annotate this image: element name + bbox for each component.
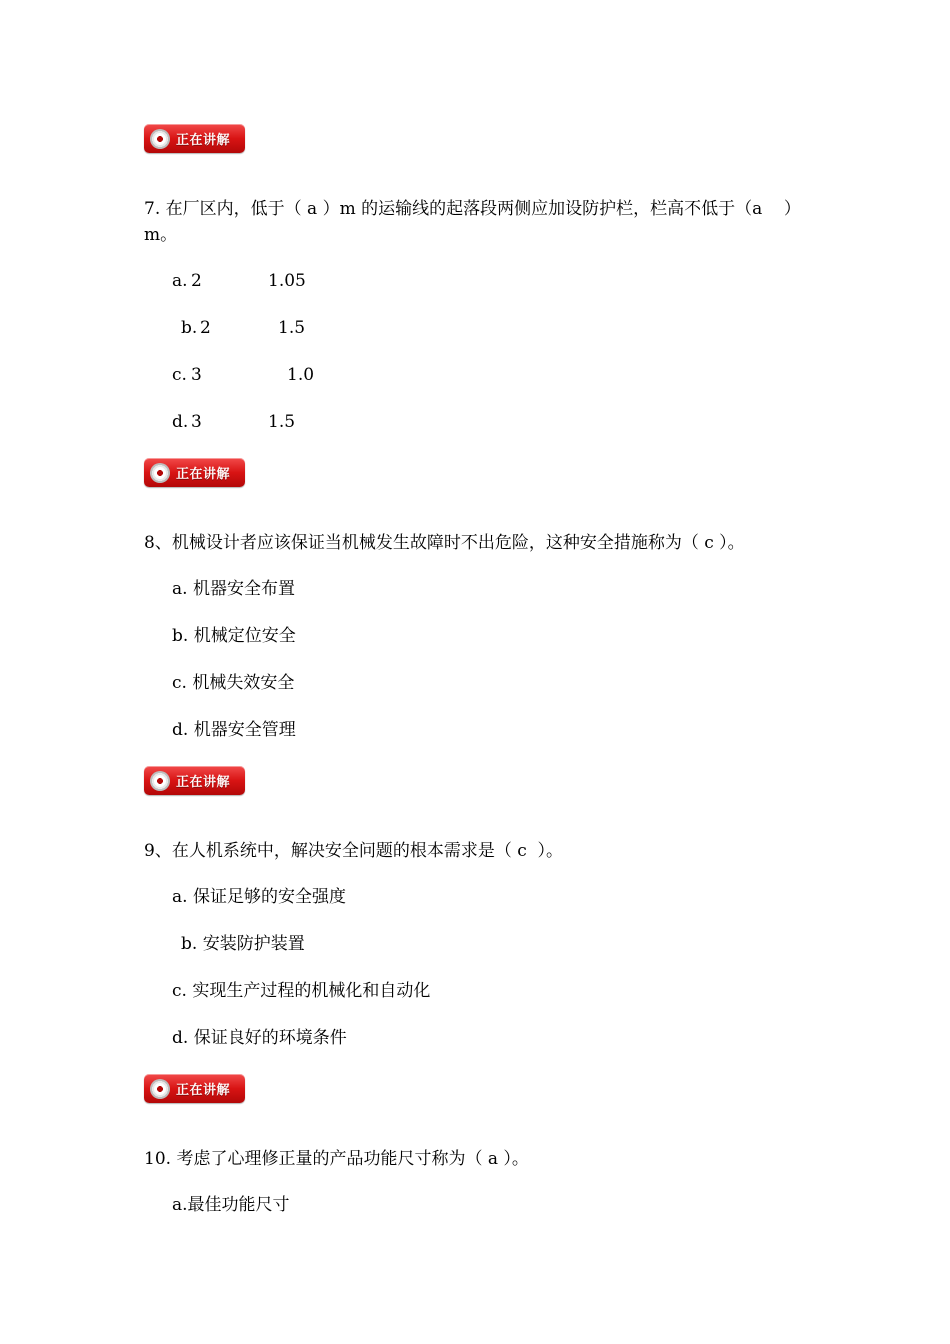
disc-icon (150, 129, 170, 149)
question-10: 10. 考虑了心理修正量的产品功能尺寸称为（ a ）。 (144, 1149, 529, 1169)
question-8-option-b: b. 机械定位安全 (172, 626, 296, 646)
now-explaining-button[interactable] (144, 458, 245, 487)
question-9: 9、在人机系统中，解决安全问题的根本需求是（ c ）。 (144, 841, 564, 861)
now-explaining-label: 正在讲解 (176, 467, 231, 482)
question-8-option-d: d. 机器安全管理 (172, 720, 296, 740)
question-7-option-a-value: 2 (191, 271, 202, 291)
question-7-option-a-second: 1.05 (268, 271, 306, 291)
now-explaining-label: 正在讲解 (176, 133, 231, 148)
now-explaining-button[interactable] (144, 1074, 245, 1103)
question-7: 7. 在厂区内，低于（ a ）m 的运输线的起落段两侧应加设防护栏，栏高不低于（a ）m。 (144, 199, 801, 245)
question-7-option-c-value: 3 (191, 365, 202, 385)
now-explaining-label: 正在讲解 (176, 775, 231, 790)
question-7-option-a-label: a. (172, 271, 188, 291)
question-7-option-c-second: 1.0 (287, 365, 315, 385)
now-explaining-button[interactable] (144, 124, 245, 153)
question-7-option-d-second: 1.5 (268, 412, 296, 432)
question-7-option-c-label: c. (172, 365, 187, 385)
disc-icon (150, 1079, 170, 1099)
question-8: 8、机械设计者应该保证当机械发生故障时不出危险，这种安全措施称为（ c ）。 (144, 533, 745, 553)
question-9-option-d: d. 保证良好的环境条件 (172, 1028, 347, 1048)
question-7-option-b-label: b. (181, 318, 198, 338)
question-9-option-b: b. 安装防护装置 (181, 934, 305, 954)
question-8-option-c: c. 机械失效安全 (172, 673, 295, 693)
question-7-option-b-second: 1.5 (278, 318, 306, 338)
disc-icon (150, 771, 170, 791)
question-7-option-b-value: 2 (200, 318, 211, 338)
question-7-option-d-value: 3 (191, 412, 202, 432)
question-9-option-c: c. 实现生产过程的机械化和自动化 (172, 981, 431, 1001)
disc-icon (150, 463, 170, 483)
question-8-option-a: a. 机器安全布置 (172, 579, 295, 599)
question-10-option-a: a.最佳功能尺寸 (172, 1195, 290, 1215)
question-7-option-d-label: d. (172, 412, 189, 432)
question-9-option-a: a. 保证足够的安全强度 (172, 887, 346, 907)
now-explaining-button[interactable] (144, 766, 245, 795)
now-explaining-label: 正在讲解 (176, 1083, 231, 1098)
